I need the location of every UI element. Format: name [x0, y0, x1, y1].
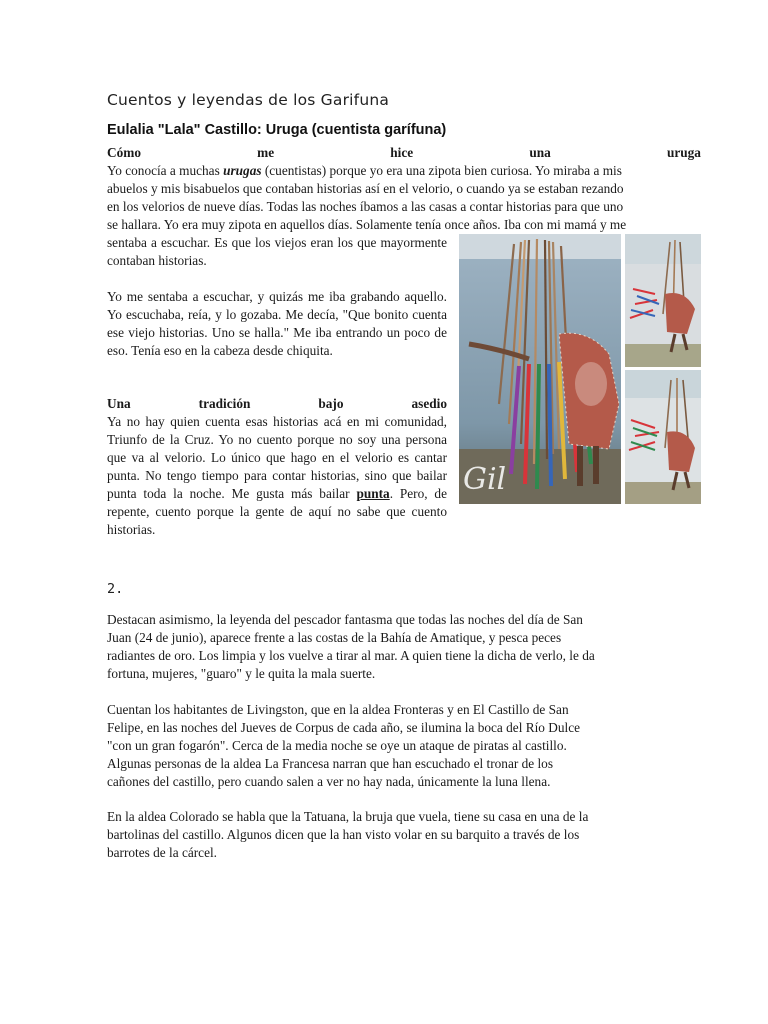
dancer-photo-bottom [625, 370, 701, 504]
legend-line: fortuna, mujeres, "guaro" y le quita la mala suerte. [107, 666, 376, 681]
legend-line: Cuentan los habitantes de Livingston, que en la aldea Fronteras y en El Castillo de San [107, 702, 569, 717]
legend-castillo [107, 701, 667, 791]
intro-line: abuelos y mis bisabuelos que contaban historias así en el velorio, o cuando ya se estaban rezando [107, 181, 624, 196]
legend-line: radiantes de oro. Los limpia y los vuelve a tirar al mar. A quien tiene la dicha de verlo, le da [107, 648, 595, 663]
heading-word: una [529, 145, 551, 160]
paragraph-text [107, 413, 447, 539]
heading-word: Cómo [107, 145, 141, 160]
legend-line: Felipe, en las noches del Jueves de Corpus de cada año, se ilumina la boca del Río Dulce [107, 720, 581, 735]
heading-word: Una [107, 396, 131, 411]
paragraph-escuchar [107, 288, 447, 360]
dancer-photo-main [459, 234, 621, 504]
legend-line: bartolinas del castillo. Algunos dicen que la han visto volar en su barquito a través de los [107, 827, 580, 842]
paragraph-tradicion [107, 413, 447, 539]
legend-line: En la aldea Colorado se habla que la Tatuana, la bruja que vuela, tiene su casa en una de la [107, 809, 589, 824]
paragraph-text: . Pero, de repente, cuento porque la gente de aquí no sabe que cuento historias. [107, 486, 447, 537]
legend-line: Destacan asimismo, la leyenda del pescador fantasma que todas las noches del día de San [107, 612, 583, 627]
intro-continuation [107, 234, 447, 270]
document-subtitle: Eulalia "Lala" Castillo: Uruga (cuentista garífuna) [107, 122, 447, 138]
legend-line: Juan (24 de junio), aparece frente a las costas de la Bahía de Amatique, y pesca peces [107, 630, 562, 645]
heading-una-tradicion-bajo-asedio [107, 395, 447, 413]
legend-tatuana [107, 808, 667, 862]
intro-line: se hallara. Yo era muy zipota en aquellos días. Solamente tenía once años. Iba con mi mamá y me [107, 217, 627, 232]
photo-watermark: Gil [463, 462, 507, 497]
heading-como-me-hice-una-uruga [107, 144, 701, 162]
heading-word: uruga [666, 145, 701, 160]
heading-word: asedio [411, 396, 447, 411]
legend-line: barrotes de la cárcel. [107, 845, 217, 860]
legend-pescador [107, 611, 667, 683]
intro-text: (cuentistas) porque yo era una zipota bien curiosa. Yo miraba a mis [261, 163, 622, 178]
intro-text: Yo conocía a muchas [107, 163, 224, 178]
section-number: 2. [107, 581, 124, 597]
punta-emphasis: punta [356, 486, 390, 501]
paragraph-text: Yo me sentaba a escuchar, y quizás me iba grabando aquello. Yo escuchaba, reía, y lo gozaba. Me decía, "Que bonito cuenta ese viejo historias. Uno se halla." Me iba entrando un poco de eso. Tenía eso en la cabeza desde chiquita. [107, 289, 447, 358]
heading-word: tradición [198, 396, 251, 411]
intro-line: en los velorios de nueve días. Todas las noches íbamos a las casas a contar historias para que uno [107, 199, 624, 214]
legend-line: cañones del castillo, pero cuando salen a ver no hay nada, únicamente la luna llena. [107, 774, 551, 789]
paragraph-text: Ya no hay quien cuenta esas historias acá en mi comunidad, Triunfo de la Cruz. Yo no cuento porque no soy una persona que va al velorio. Lo único que hago en el velorio es cantar punta. No tengo tiempo para contar historias, sino que bailar punta toda la noche. Me gusta más bailar [107, 414, 447, 501]
legend-line: Algunas personas de la aldea La Francesa narran que han escuchado el tronar de los [107, 756, 553, 771]
heading-word: me [257, 145, 275, 160]
document-title: Cuentos y leyendas de los Garifuna [107, 91, 390, 109]
legend-line: "con un gran fogarón". Cerca de la media noche se oye un ataque de piratas al castillo. [107, 738, 567, 753]
intro-continuation-text: sentaba a escuchar. Es que los viejos eran los que mayormente contaban historias. [107, 235, 447, 268]
intro-emphasis: urugas [223, 163, 262, 178]
dancer-photo-top [625, 234, 701, 367]
heading-word: hice [390, 145, 414, 160]
intro-line [107, 162, 701, 180]
heading-word: bajo [318, 396, 344, 411]
